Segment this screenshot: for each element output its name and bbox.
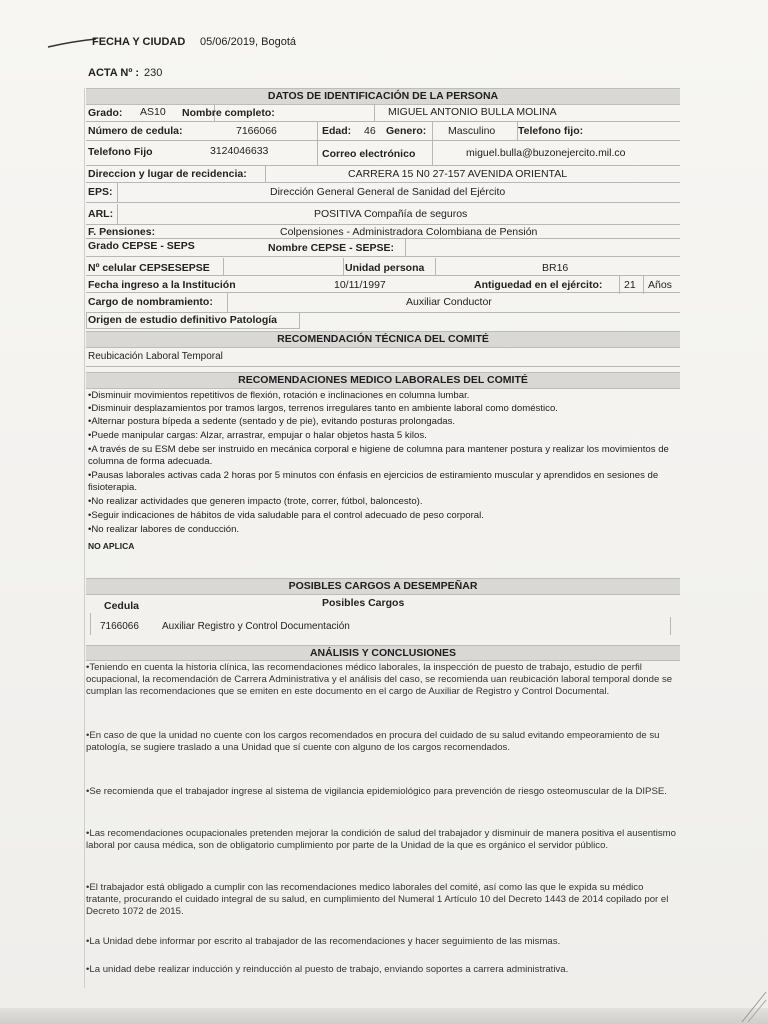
no-aplica-label: NO APLICA [88,541,135,551]
unidad-value: BR16 [542,262,569,274]
analisis-paragraph: •La unidad debe realizar inducción y reinducción al puesto de trabajo, enviando soportes a carrera administrativa. [86,964,569,975]
pensiones-value: Colpensiones - Administradora Colombiana de Pensión [280,226,538,238]
unidad-label: Unidad persona [345,262,425,274]
page-corner-fold [740,990,768,1024]
grado-cepse-label: Grado CEPSE - SEPS [88,240,195,252]
medico-item: •Seguir indicaciones de hábitos de vida saludable para el control adecuado de peso corporal. [88,510,484,521]
analisis-paragraph: •Las recomendaciones ocupacionales pretenden mejorar la condición de salud del trabajador y disminuir de manera positiva el ausentismo laboral por causa médica, son de obligatorio cumplimiento por parte de la Unidad de la que es orgánico el servidor público. [86,828,676,851]
nombre-label: Nombre completo: [182,107,275,119]
medico-item: •Alternar postura bípeda a sedente (sentado y de pie), evitando posturas prolongadas. [88,416,456,427]
fecha-value: 05/06/2019, Bogotá [200,36,297,48]
analisis-paragraph: •Se recomienda que el trabajador ingrese al sistema de vigilancia epidemiológico para prevención de riesgo osteomuscular de la DIPSE. [86,786,667,797]
recomendacion-header: RECOMENDACIÓN TÉCNICA DEL COMITÉ [86,331,680,348]
cargos-col-cargos: Posibles Cargos [322,597,405,609]
acta-value: 230 [144,67,163,79]
acta-label: ACTA Nº : [88,67,140,79]
nombre-value: MIGUEL ANTONIO BULLA MOLINA [388,106,557,118]
analisis-paragraph: •El trabajador está obligado a cumplir con las recomendaciones medico laborales del comité, así como las que le expida su médico tratante, procurando el cuidado integral de su salud, en cumplimiento del Numeral 1 Artículo 10 del Decreto 1443 de 2014 copilado por el Decreto 1072 de 2015. [86,882,669,917]
direccion-label: Direccion y lugar de recidencia: [88,168,247,180]
medico-header: RECOMENDACIONES MEDICO LABORALES DEL COMITÉ [86,372,680,389]
cedula-label: Número de cedula: [88,125,183,137]
origen-label: Origen de estudio definitivo Patología [88,314,278,326]
grado-label: Grado: [88,107,123,119]
genero-value: Masculino [448,125,496,137]
analisis-paragraph: •En caso de que la unidad no cuente con los cargos recomendados en procura del cuidado de su salud evitando empeoramiento de su patología, se sugiere traslado a una Unidad que sí cuente con alguno de los cargos recomendados. [86,730,660,753]
correo-value: miguel.bulla@buzonejercito.mil.co [466,147,626,159]
cargos-header: POSIBLES CARGOS A DESEMPEÑAR [86,578,680,595]
ingreso-value: 10/11/1997 [334,279,386,291]
eps-value: Dirección General General de Sanidad del Ejército [270,186,506,198]
edad-label: Edad: [322,125,352,137]
recomendacion-value: Reubicación Laboral Temporal [88,351,223,362]
arl-value: POSITIVA Compañía de seguros [314,208,468,220]
grado-value: AS10 [140,106,166,118]
eps-label: EPS: [88,186,113,198]
cargo-value: Auxiliar Conductor [406,296,492,308]
cargos-col-cedula: Cedula [104,600,140,612]
medico-item: •Pausas laborales activas cada 2 horas por 5 minutos con énfasis en ejercicios de estiramiento muscular y aprendidos en sesiones de fisioterapia. [88,470,659,493]
medico-item: •Disminuir desplazamientos por tramos largos, terrenos irregulares tanto en ambiente laboral como doméstico. [88,403,558,414]
cedula-value: 7166066 [236,125,277,137]
arl-label: ARL: [88,208,114,220]
pensiones-label: F. Pensiones: [88,226,156,238]
genero-label: Genero: [386,125,427,137]
antiguedad-label: Antiguedad en el ejército: [474,279,603,291]
analisis-paragraph: •Teniendo en cuenta la historia clínica, las recomendaciones médico laborales, la inspección de puesto de trabajo, estudio de perfil ocupacional, la recomendación de Carrera Administrativa y el análisis del caso, se recomienda uan reubicación laboral temporal donde se cumplan las recomendaciones que se emiten en este documento en el cargo de Auxiliar de Registro y Control Documental. [86,662,673,697]
correo-label: Correo electrónico [322,148,416,160]
cargo-label: Cargo de nombramiento: [88,296,213,308]
antiguedad-unit: Años [648,279,672,291]
edad-value: 46 [364,125,376,137]
row-grado [86,104,680,122]
antiguedad-value: 21 [624,279,636,291]
telfijo-label: Telefono fijo: [518,125,584,137]
pen-stroke-mark [46,36,98,50]
identificacion-header: DATOS DE IDENTIFICACIÓN DE LA PERSONA [86,88,680,105]
medico-item: •Puede manipular cargas: Alzar, arrastrar, empujar o halar objetos hasta 5 kilos. [88,430,427,441]
medico-item: •No realizar actividades que generen impacto (trote, correr, fútbol, baloncesto). [88,496,423,507]
scan-bottom-shadow [0,1008,768,1024]
analisis-paragraph: •La Unidad debe informar por escrito al trabajador de las recomendaciones y hacer seguimiento de las mismas. [86,936,561,947]
telfijo2-label: Telefono Fijo [88,146,153,158]
analisis-header: ANÁLISIS Y CONCLUSIONES [86,645,680,661]
ingreso-label: Fecha ingreso a la Institución [88,279,236,291]
direccion-value: CARRERA 15 N0 27-157 AVENIDA ORIENTAL [348,168,568,180]
celular-label: Nº celular CEPSESEPSE [88,262,210,274]
telfijo2-value: 3124046633 [210,145,269,157]
nombre-cepse-label: Nombre CEPSE - SEPSE: [268,242,395,254]
cargos-cargo-value: Auxiliar Registro y Control Documentación [162,621,350,632]
cargos-cedula-value: 7166066 [100,621,139,632]
medico-item: •No realizar labores de conducción. [88,524,240,535]
medico-item: •Disminuir movimientos repetitivos de flexión, rotación e inclinaciones en columna lumbar. [88,390,470,401]
fecha-label: FECHA Y CIUDAD [92,36,186,48]
medico-item: •A través de su ESM debe ser instruido en mecánica corporal e higiene de columna para mantener postura y realizar los movimientos de columna de forma adecuada. [88,444,669,467]
